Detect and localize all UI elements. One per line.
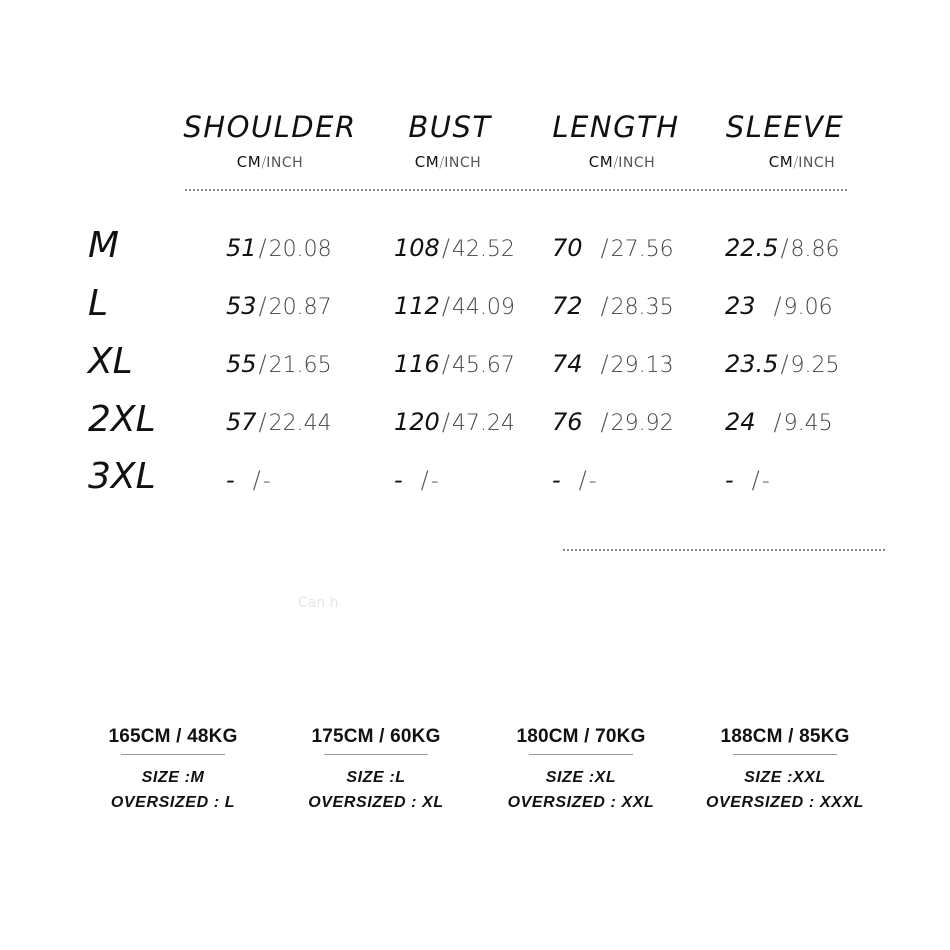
model-size: SIZE :XL [545, 769, 617, 786]
model-height-weight: 188CM / 85KG [720, 726, 850, 747]
cell-m-sleeve: 22.5/8.86 [725, 234, 840, 262]
cell-3xl-sleeve: - /- [725, 466, 770, 494]
model-size: SIZE :L [346, 769, 406, 786]
model-divider [121, 754, 225, 755]
cell-2xl-length: 76 /29.92 [552, 408, 674, 436]
model-oversized: OVERSIZED : XL [308, 794, 444, 811]
size-label-xl: XL [88, 341, 133, 382]
column-unit-bust: CM/INCH [414, 153, 482, 171]
model-oversized: OVERSIZED : XXL [507, 794, 655, 811]
model-divider [529, 754, 633, 755]
model-card-1 [73, 726, 273, 815]
cell-3xl-bust: - /- [394, 466, 439, 494]
size-label-3xl: 3XL [88, 456, 156, 497]
cell-xl-shoulder: 55/21.65 [226, 350, 332, 378]
size-label-l: L [88, 283, 109, 324]
model-height-weight: 165CM / 48KG [108, 726, 238, 747]
column-unit-sleeve: CM/INCH [768, 153, 836, 171]
cell-2xl-bust: 120/47.24 [394, 408, 515, 436]
cell-l-length: 72 /28.35 [552, 292, 674, 320]
cell-2xl-sleeve: 24 /9.45 [725, 408, 833, 436]
cell-xl-sleeve: 23.5/9.25 [725, 350, 840, 378]
column-title-bust: BUST [408, 110, 492, 144]
model-card-3 [481, 726, 681, 815]
model-card-4 [685, 726, 885, 815]
column-unit-shoulder: CM/INCH [236, 153, 304, 171]
model-oversized: OVERSIZED : L [110, 794, 236, 811]
cell-3xl-length: - /- [552, 466, 597, 494]
column-unit-length: CM/INCH [588, 153, 656, 171]
lower-dotted-divider [563, 549, 885, 551]
cell-xl-length: 74 /29.13 [552, 350, 674, 378]
model-size: SIZE :M [141, 769, 205, 786]
cell-m-length: 70 /27.56 [552, 234, 674, 262]
cell-l-shoulder: 53/20.87 [226, 292, 332, 320]
size-label-m: M [88, 225, 120, 266]
model-oversized: OVERSIZED : XXXL [705, 794, 865, 811]
column-title-shoulder: SHOULDER [183, 110, 357, 144]
model-divider [324, 754, 428, 755]
model-height-weight: 180CM / 70KG [516, 726, 646, 747]
cell-l-bust: 112/44.09 [394, 292, 515, 320]
cell-2xl-shoulder: 57/22.44 [226, 408, 332, 436]
header-dotted-divider [185, 189, 847, 191]
column-title-length: LENGTH [552, 110, 680, 144]
cell-l-sleeve: 23 /9.06 [725, 292, 833, 320]
cell-m-shoulder: 51/20.08 [226, 234, 332, 262]
model-card-2 [276, 726, 476, 815]
model-size: SIZE :XXL [744, 769, 826, 786]
size-label-2xl: 2XL [88, 399, 156, 440]
cell-xl-bust: 116/45.67 [394, 350, 515, 378]
faint-caption: Can h [298, 595, 339, 611]
model-divider [733, 754, 837, 755]
cell-3xl-shoulder: - /- [226, 466, 271, 494]
model-height-weight: 175CM / 60KG [311, 726, 441, 747]
column-title-sleeve: SLEEVE [725, 110, 845, 144]
cell-m-bust: 108/42.52 [394, 234, 515, 262]
